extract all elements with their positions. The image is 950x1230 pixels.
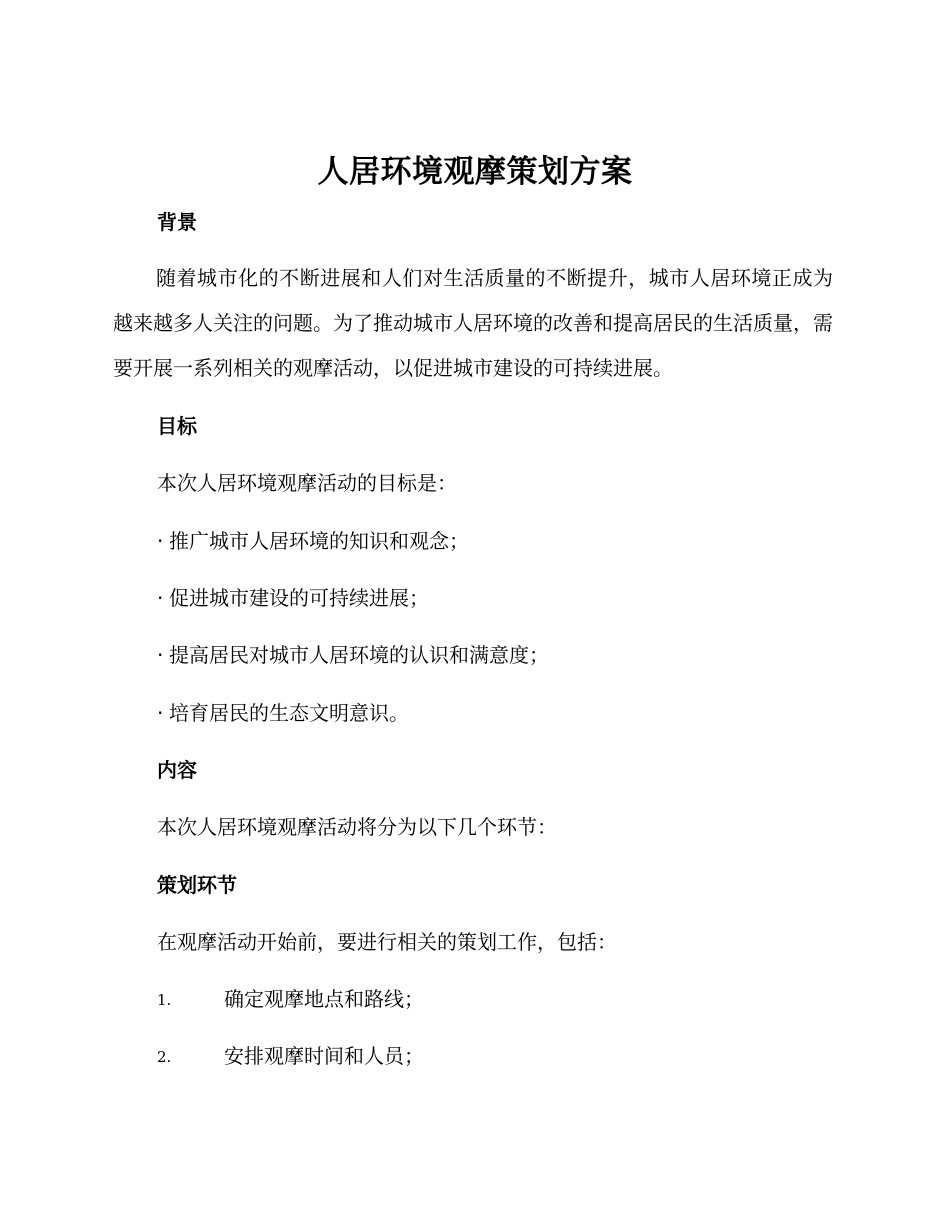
background-paragraph: 随着城市化的不断进展和人们对生活质量的不断提升，城市人居环境正成为越来越多人关注的问题。为了推动城市人居环境的改善和提高居民的生活质量，需要开展一系列相关的观摩活动，以促进城市建设的可持续进展。 <box>113 266 833 380</box>
goal-bullet-item <box>157 584 429 612</box>
bullet-dot: · <box>157 701 164 725</box>
section-heading-goals: 目标 <box>157 414 197 438</box>
list-item-text: 安排观摩时间和人员； <box>224 1044 424 1068</box>
goal-bullet-text: 促进城市建设的可持续进展； <box>169 586 429 610</box>
goal-bullet-item <box>157 699 409 727</box>
goal-bullet-item <box>157 527 469 555</box>
section-heading-background: 背景 <box>157 210 197 234</box>
planning-intro: 在观摩活动开始前，要进行相关的策划工作，包括： <box>157 930 617 954</box>
bullet-dot: · <box>157 529 164 553</box>
section-heading-planning: 策划环节 <box>157 873 237 897</box>
bullet-dot: · <box>157 643 164 667</box>
list-item-text: 确定观摩地点和路线； <box>224 987 424 1011</box>
bullet-dot: · <box>157 586 164 610</box>
section-heading-content: 内容 <box>157 758 197 782</box>
list-item-number: 2. <box>157 1048 172 1066</box>
content-intro: 本次人居环境观摩活动将分为以下几个环节： <box>157 815 557 839</box>
goal-bullet-text: 推广城市人居环境的知识和观念； <box>169 529 469 553</box>
document-title: 人居环境观摩策划方案 <box>317 154 633 190</box>
goal-bullet-text: 提高居民对城市人居环境的认识和满意度； <box>169 643 549 667</box>
goal-bullet-item <box>157 641 549 669</box>
list-item-number: 1. <box>157 991 172 1009</box>
goals-intro: 本次人居环境观摩活动的目标是： <box>157 471 457 495</box>
goal-bullet-text: 培育居民的生态文明意识。 <box>169 701 409 725</box>
